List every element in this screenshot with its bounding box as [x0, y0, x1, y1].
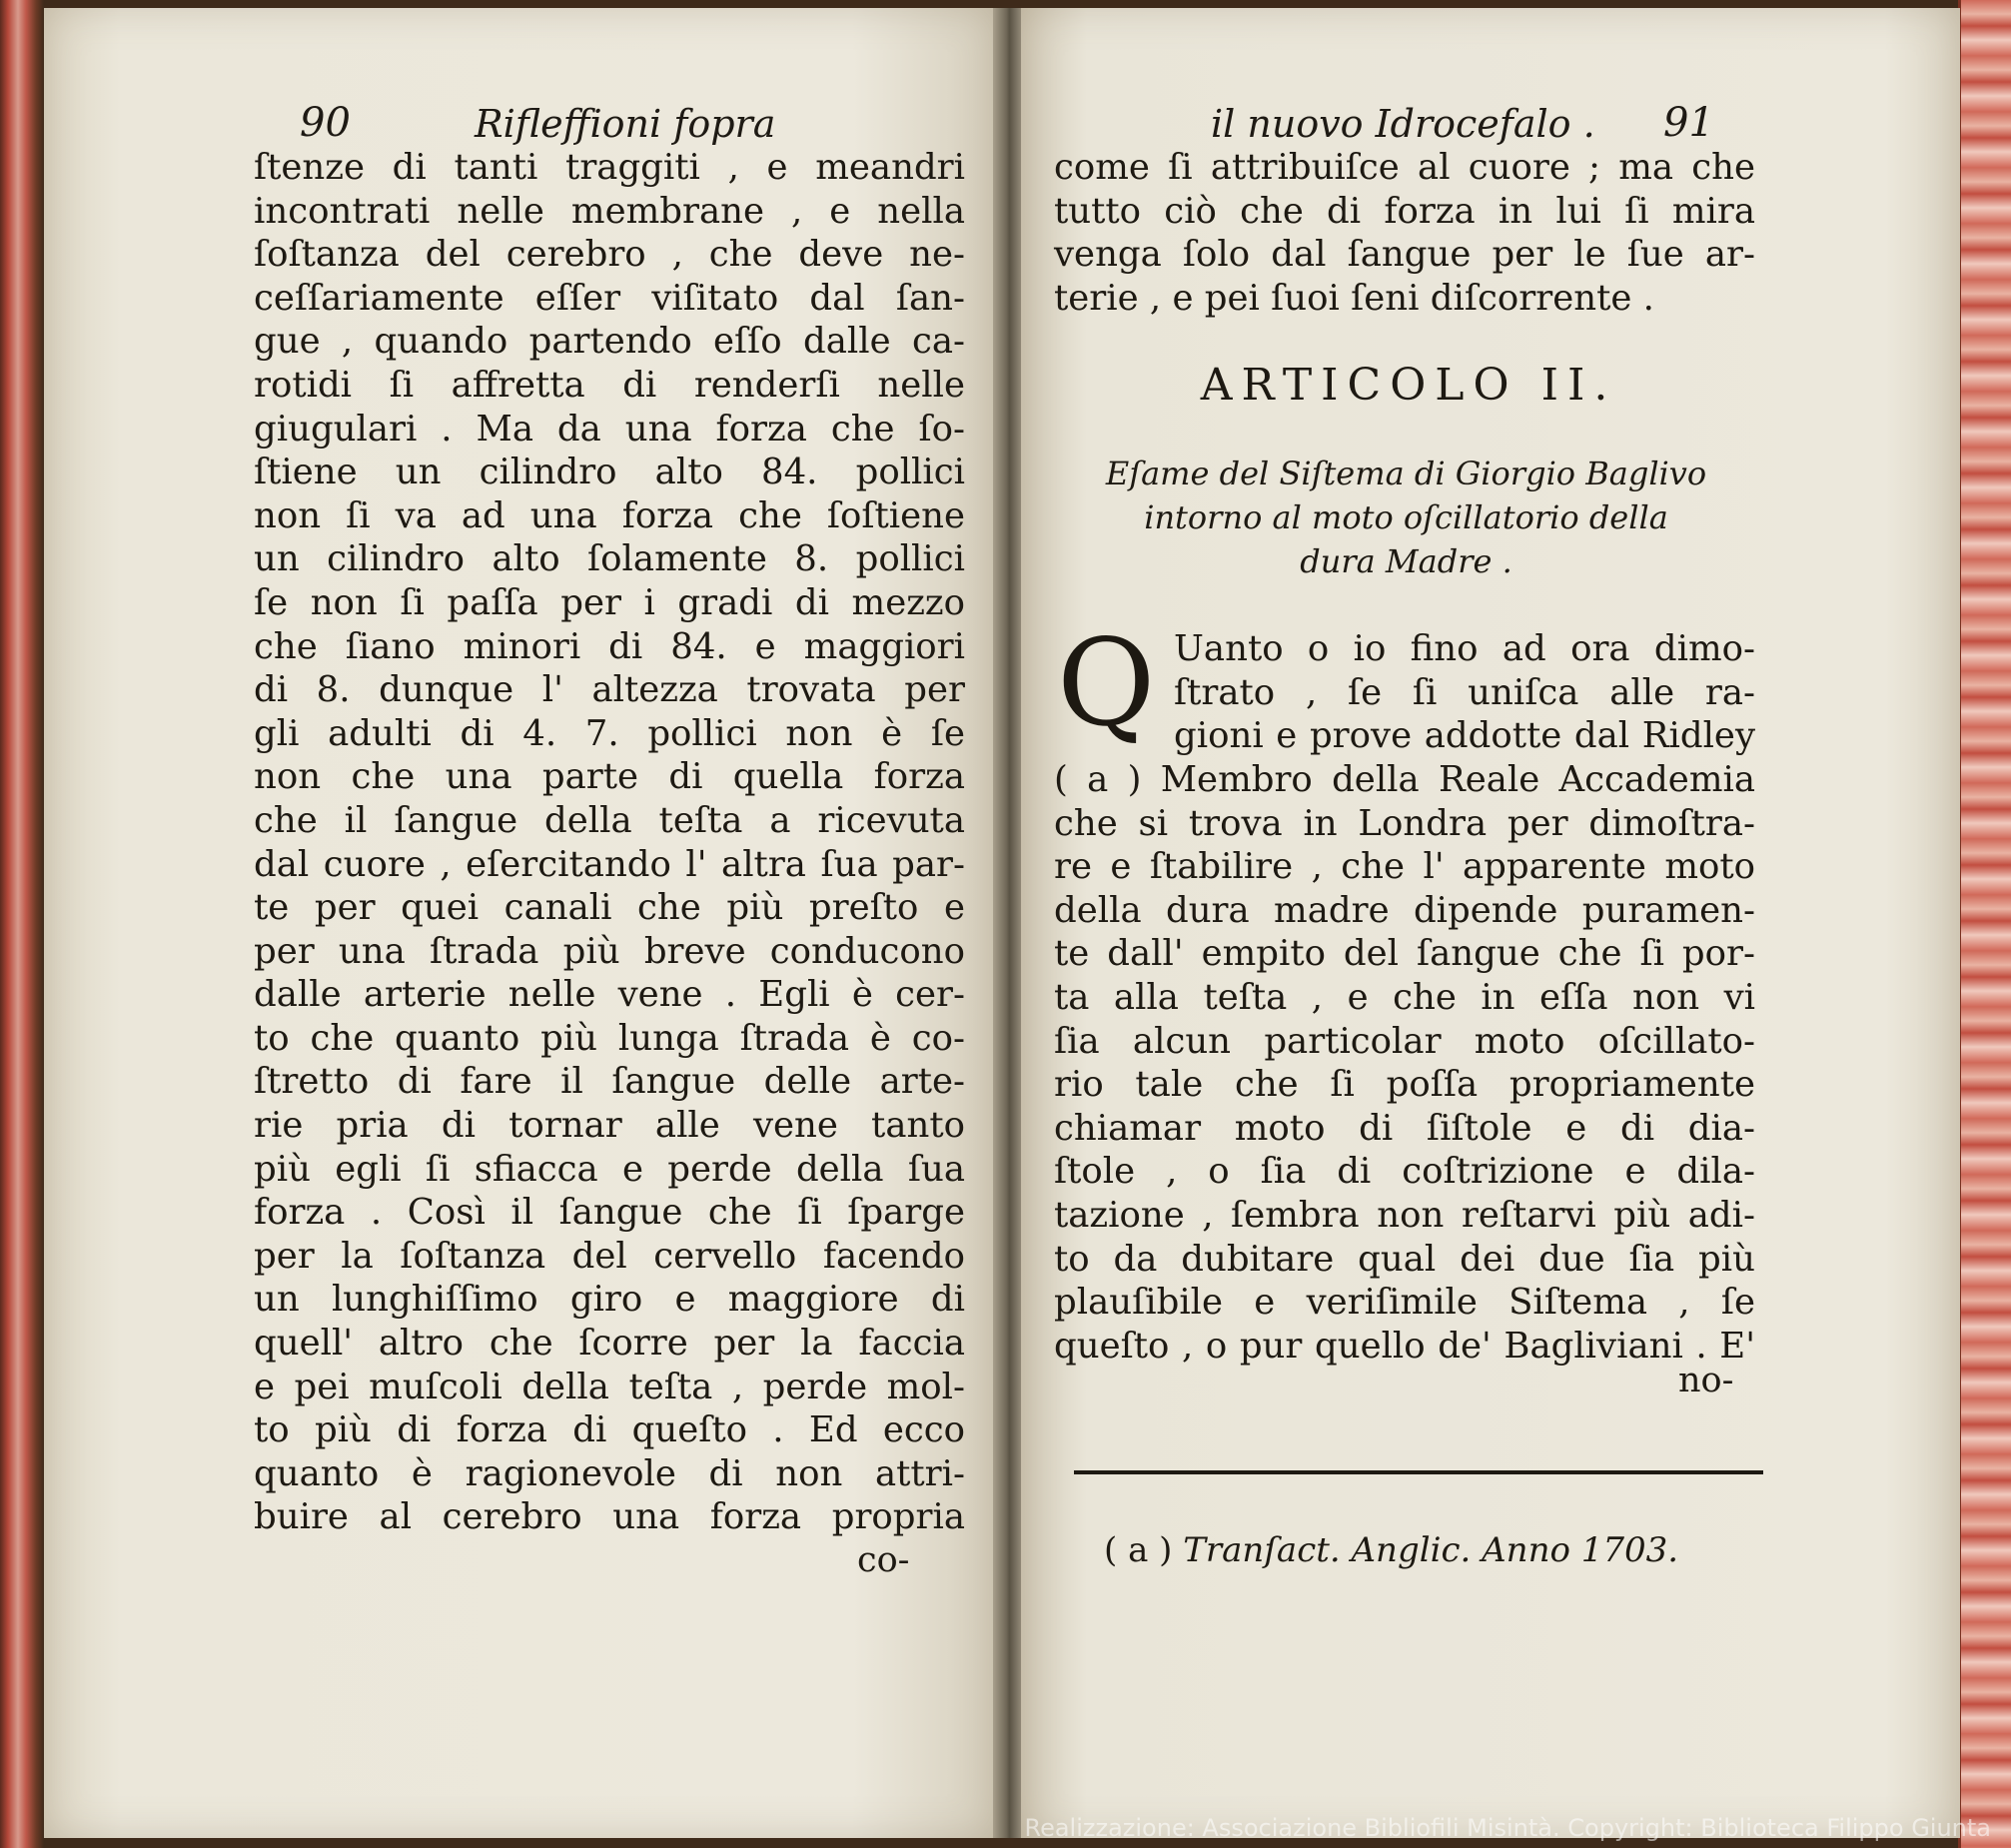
text-line: ſtiene un cilindro alto 84. pollici — [254, 452, 965, 493]
text-line: tutto ciò che di forza in lui ſi mira — [1054, 190, 1755, 232]
gutter — [993, 8, 1023, 1838]
text-line: buire al cerebro una forza propria — [254, 1496, 965, 1538]
text-line: ſtole , o ſia di coſtrizione e dila- — [1054, 1151, 1755, 1193]
subheading-line: dura Madre . — [1300, 542, 1512, 580]
text-line: un lunghiſſimo giro e maggiore di — [254, 1279, 965, 1321]
text-line: che ſiano minori di 84. e maggiori — [254, 625, 965, 667]
text-line: ſtrato , ſe ſi uniſca alle ra- — [1174, 671, 1755, 713]
footnote — [1104, 1530, 1678, 1570]
text-line: re e ſtabilire , che l' apparente moto — [1054, 846, 1755, 888]
text-line: incontrati nelle membrane , e nella — [254, 190, 965, 232]
left-folio: 90 — [300, 100, 351, 146]
right-indented-text — [1174, 627, 1755, 758]
text-line: ſe non ſi paſſa per i gradi di mezzo — [254, 581, 965, 623]
drop-cap: Q — [1057, 614, 1156, 753]
text-line: to da dubitare qual dei due ſia più — [1054, 1238, 1755, 1280]
text-line: terie , e pei ſuoi ſeni diſcorrente . — [1054, 277, 1654, 319]
footnote-rule — [1074, 1470, 1763, 1474]
text-line: un cilindro alto ſolamente 8. pollici — [254, 538, 965, 580]
right-body-text — [1054, 758, 1755, 1368]
left-catchword: co- — [857, 1540, 910, 1580]
text-line: ſia alcun particolar moto oſcillato- — [1054, 1020, 1755, 1062]
text-line: rio tale che ſi poſſa propriamente — [1054, 1064, 1755, 1106]
text-line: dal cuore , eſercitando l' altra ſua par- — [254, 843, 965, 885]
text-line: ſoſtanza del cerebro , che deve ne- — [254, 234, 965, 276]
subheading-line: Eſame del Siſtema di Giorgio Baglivo — [1105, 455, 1707, 492]
text-line: per la ſoſtanza del cervello facendo — [254, 1235, 965, 1277]
text-line: non ſi va ad una forza che ſoſtiene — [254, 494, 965, 536]
article-subheading — [1054, 452, 1758, 583]
copyright-watermark: Realizzazione: Associazione Bibliofili Misintà. Copyright: Biblioteca Filippo Giunta — [1024, 1814, 1991, 1842]
text-line: più egli ſi sfiacca e perde della ſua — [254, 1148, 965, 1190]
text-line: tazione , ſembra non reſtarvi più adi- — [1054, 1194, 1755, 1236]
text-line: e pei muſcoli della teſta , perde mol- — [254, 1366, 965, 1407]
text-line: te dall' empito del ſangue che ſi por- — [1054, 933, 1755, 975]
footnote-text: Tranſact. Anglic. Anno 1703. — [1183, 1530, 1679, 1570]
text-line: di 8. dunque l' altezza trovata per — [254, 669, 965, 711]
text-line: te per quei canali che più preſto e — [254, 887, 965, 929]
subheading-line: intorno al moto oſcillatorio della — [1144, 498, 1668, 536]
text-line: chiamar moto di ſiſtole e di dia- — [1054, 1107, 1755, 1149]
text-line: rotidi ſi affretta di renderſi nelle — [254, 364, 965, 406]
article-heading: ARTICOLO II. — [1200, 360, 1617, 411]
text-line: ta alla teſta , e che in eſſa non vi — [1054, 976, 1755, 1018]
text-line: quell' altro che ſcorre per la faccia — [254, 1323, 965, 1365]
text-line: rie pria di tornar alle vene tanto — [254, 1105, 965, 1147]
text-line: gue , quando partendo eſſo dalle ca- — [254, 321, 965, 363]
text-line: gli adulti di 4. 7. pollici non è ſe — [254, 712, 965, 754]
right-top-text — [1054, 146, 1755, 320]
left-running-head: Rifleffioni fopra — [475, 102, 776, 146]
text-line: Uanto o io fino ad ora dimo- — [1174, 628, 1755, 669]
text-line: dalle arterie nelle vene . Egli è cer- — [254, 974, 965, 1016]
text-line: che si trova in Londra per dimoſtra- — [1054, 802, 1755, 844]
text-line: plauſibile e veriſimile Siſtema , ſe — [1054, 1282, 1755, 1324]
page-edges — [1958, 0, 2011, 1848]
text-line: ( a ) Membro della Reale Accademia — [1054, 759, 1755, 800]
text-line: della dura madre dipende puramen- — [1054, 889, 1755, 931]
text-line: ceſſariamente eſſer viſitato dal ſan- — [254, 277, 965, 319]
right-catchword: no- — [1678, 1361, 1734, 1400]
text-line: forza . Così il ſangue che ſi ſparge — [254, 1192, 965, 1234]
text-line: per una ſtrada più breve conducono — [254, 930, 965, 972]
text-line: venga ſolo dal ſangue per le ſue ar- — [1054, 234, 1755, 276]
text-line: giugulari . Ma da una forza che ſo- — [254, 408, 965, 450]
footnote-mark: ( a ) — [1104, 1530, 1173, 1570]
text-line: gioni e prove addotte dal Ridley — [1174, 715, 1755, 757]
text-line: quanto è ragionevole di non attri- — [254, 1452, 965, 1494]
text-line: non che una parte di quella forza — [254, 756, 965, 798]
text-line: ſtretto di fare il ſangue delle arte- — [254, 1061, 965, 1103]
text-line: to più di forza di queſto . Ed ecco — [254, 1409, 965, 1451]
text-line: ſtenze di tanti traggiti , e meandri — [254, 147, 965, 188]
text-line: come ſi attribuiſce al cuore ; ma che — [1054, 147, 1755, 188]
text-line: che il ſangue della teſta a ricevuta — [254, 799, 965, 841]
left-body-text — [254, 146, 965, 1539]
right-folio: 91 — [1663, 100, 1714, 146]
text-line: to che quanto più lunga ſtrada è co- — [254, 1017, 965, 1059]
right-running-head: il nuovo Idrocefalo . — [1211, 102, 1595, 146]
text-line: queſto , o pur quello de' Bagliviani . E' — [1054, 1325, 1755, 1367]
